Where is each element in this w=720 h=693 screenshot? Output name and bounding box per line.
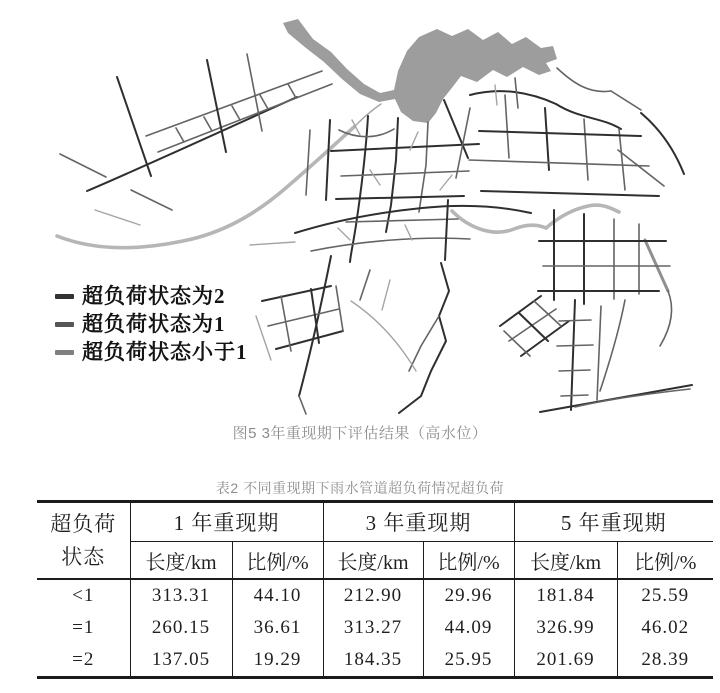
value-cell: 29.96 <box>423 579 514 612</box>
state-cell: =2 <box>37 644 130 678</box>
corner-header <box>37 502 130 580</box>
legend-label: 超负荷状态为2 <box>82 283 226 308</box>
legend-item-state-lt1 <box>55 340 248 364</box>
legend-item-state-1 <box>55 312 248 336</box>
table-row <box>37 612 713 644</box>
group-header-5yr: 5 年重现期 <box>514 502 713 542</box>
table-title: 表2 不同重现期下雨水管道超负荷情况超负荷 <box>215 480 505 496</box>
table-row <box>37 579 713 612</box>
value-cell: 28.39 <box>641 649 690 670</box>
sub-header-ratio: 比例/% <box>423 542 514 580</box>
pipes-east-grid <box>538 210 670 304</box>
value-cell: 326.99 <box>514 612 617 644</box>
pipes-center <box>295 100 531 262</box>
table-header-row-groups <box>37 502 713 542</box>
legend-line-state-2-icon <box>55 294 74 299</box>
value-cell: 36.61 <box>232 612 323 644</box>
corner-header-line1: 超负荷 <box>50 511 117 536</box>
value-cell: 184.35 <box>323 644 423 678</box>
state-cell: =1 <box>37 612 130 644</box>
legend-item-state-2 <box>55 284 248 308</box>
sub-header-length: 长度/km <box>323 542 423 580</box>
value-cell: 19.29 <box>232 644 323 678</box>
group-header-3yr: 3 年重现期 <box>323 502 514 542</box>
legend-label: 超负荷状态小于1 <box>82 339 248 364</box>
overload-table <box>37 500 713 679</box>
sub-header-length: 长度/km <box>514 542 617 580</box>
pipes-southeast <box>500 296 692 412</box>
value-cell: 260.15 <box>130 612 232 644</box>
value-cell: 46.02 <box>641 617 690 638</box>
water-body <box>283 19 557 123</box>
value-cell: 201.69 <box>514 644 617 678</box>
value-cell: 313.27 <box>323 612 423 644</box>
figure-caption: 图5 3年重现期下评估结果（高水位） <box>232 425 488 442</box>
state-cell: <1 <box>37 579 130 612</box>
pipes-northeast <box>469 68 684 196</box>
table-row <box>37 644 713 678</box>
sub-header-ratio: 比例/% <box>232 542 323 580</box>
legend-line-state-lt1-icon <box>55 350 74 355</box>
table-header-row-sub <box>37 542 713 580</box>
legend-line-state-1-icon <box>55 322 74 327</box>
pipes-west <box>60 54 332 245</box>
value-cell: 181.84 <box>514 579 617 612</box>
value-cell: 44.09 <box>423 612 514 644</box>
map-legend <box>55 284 248 368</box>
value-cell: 25.59 <box>641 585 690 606</box>
legend-label: 超负荷状态为1 <box>82 311 226 336</box>
pipes-south <box>256 256 449 414</box>
corner-header-line2: 状态 <box>61 544 106 569</box>
value-cell: 44.10 <box>232 579 323 612</box>
value-cell: 25.95 <box>423 644 514 678</box>
sub-header-ratio: 比例/% <box>617 542 713 580</box>
value-cell: 313.31 <box>130 579 232 612</box>
group-header-1yr: 1 年重现期 <box>130 502 323 542</box>
value-cell: 137.05 <box>130 644 232 678</box>
sub-header-length: 长度/km <box>130 542 232 580</box>
value-cell: 212.90 <box>323 579 423 612</box>
